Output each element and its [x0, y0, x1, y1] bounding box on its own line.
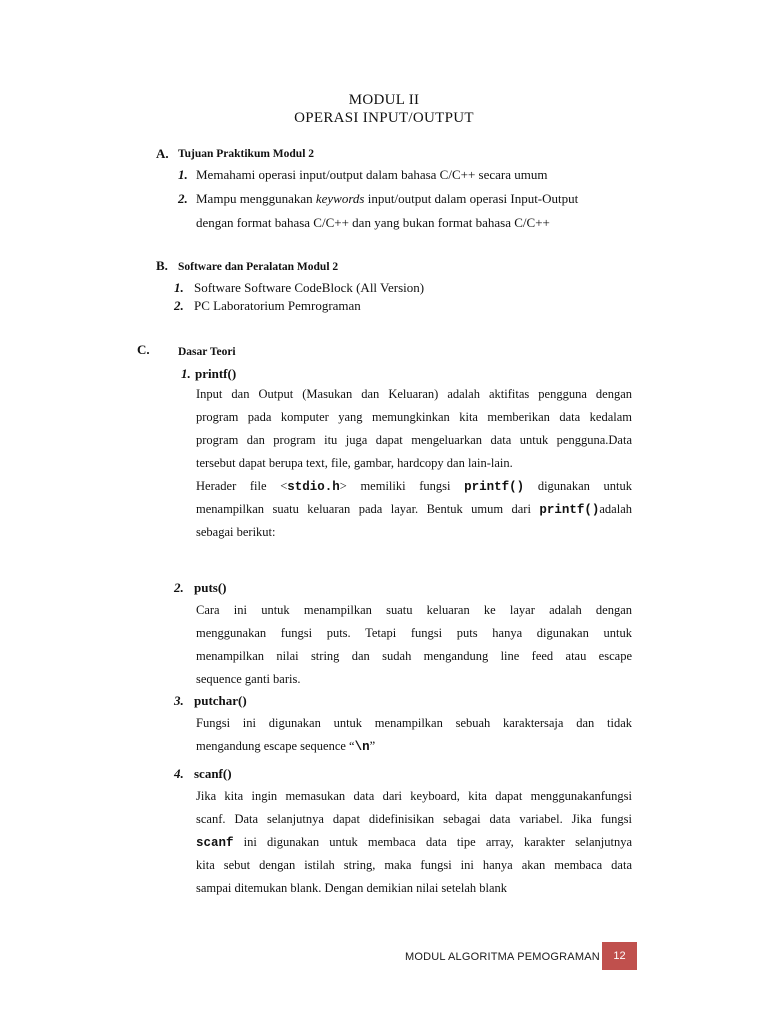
- putchar-paragraph: [196, 712, 632, 758]
- printf-line-2: program pada komputer yang memungkinkan kita memberikan data kedalam: [196, 410, 632, 424]
- section-a-item-2-continuation: dengan format bahasa C/C++ dan yang bukan format bahasa C/C++: [196, 215, 550, 230]
- puts-line-1: Cara ini untuk menampilkan suatu keluaran ke layar adalah dengan: [196, 603, 632, 617]
- section-b-title: Software dan Peralatan Modul 2: [178, 261, 339, 273]
- section-b-item-1-number: 1.: [174, 280, 184, 295]
- scanf-line-5: sampai ditemukan blank. Dengan demikian nilai setelah blank: [196, 881, 508, 895]
- scanf-line-1: Jika kita ingin memasukan data dari keyboard, kita dapat menggunakanfungsi: [196, 789, 632, 803]
- printf-code-2: printf(): [539, 503, 600, 517]
- scanf-paragraph: [196, 785, 632, 900]
- putchar-line-1: Fungsi ini digunakan untuk menampilkan sebuah karaktersaja dan tidak: [196, 716, 632, 730]
- section-a-item-1-text: Memahami operasi input/output dalam bahasa C/C++ secara umum: [196, 167, 548, 182]
- section-a-item-2-text: Mampu menggunakan keywords input/output dalam operasi Input-Output: [196, 191, 579, 206]
- section-b-item-2-text: PC Laboratorium Pemrograman: [194, 298, 361, 313]
- module-title: MODUL II: [348, 92, 420, 108]
- newline-escape-code: \n: [354, 740, 370, 754]
- printf-heading: printf(): [195, 366, 237, 381]
- printf-code: printf(): [464, 480, 525, 494]
- section-c-letter: C.: [137, 342, 150, 357]
- section-b-item-2-number: 2.: [174, 298, 184, 313]
- footer-module-name: MODUL ALGORITMA PEMOGRAMAN: [405, 951, 600, 963]
- scanf-number: 4.: [174, 766, 184, 781]
- putchar-line-2: mengandung escape sequence “\n”: [196, 739, 376, 754]
- section-c-title: Dasar Teori: [178, 346, 236, 358]
- puts-line-3: menampilkan nilai string dan sudah mengandung line feed atau escape: [196, 649, 632, 663]
- printf-line-5: Herader file <stdio.h> memiliki fungsi printf() digunakan untuk: [196, 479, 633, 494]
- printf-paragraph: [196, 383, 632, 544]
- section-a-title: Tujuan Praktikum Modul 2: [178, 148, 315, 160]
- scanf-heading: scanf(): [194, 766, 232, 781]
- puts-line-4: sequence ganti baris.: [196, 672, 301, 686]
- puts-heading: puts(): [194, 580, 227, 595]
- scanf-code: scanf: [196, 836, 234, 850]
- section-a-item-1-number: 1.: [178, 167, 188, 182]
- section-b-letter: B.: [156, 258, 168, 273]
- puts-line-2: menggunakan fungsi puts. Tetapi fungsi puts hanya digunakan untuk: [196, 626, 632, 640]
- printf-line-6: menampilkan suatu keluaran pada layar. Bentuk umum dari printf()adalah: [196, 502, 632, 517]
- printf-line-3: program dan program itu juga dapat mengeluarkan data untuk pengguna.Data: [196, 433, 632, 447]
- puts-number: 2.: [174, 580, 184, 595]
- module-subtitle: OPERASI INPUT/OUTPUT: [294, 110, 474, 126]
- section-b-item-1-text: Software Software CodeBlock (All Version): [194, 280, 425, 295]
- puts-paragraph: [196, 599, 632, 691]
- scanf-line-2: scanf. Data selanjutnya dapat didefinisikan sebagai data variabel. Jika fungsi: [196, 812, 632, 826]
- scanf-line-3: scanf ini digunakan untuk membaca data tipe array, karakter selanjutnya: [196, 835, 632, 850]
- section-a-item-2-number: 2.: [178, 191, 188, 206]
- page-number-badge: 12: [602, 942, 637, 970]
- printf-line-7: sebagai berikut:: [196, 525, 276, 539]
- putchar-heading: putchar(): [194, 693, 247, 708]
- printf-line-4: tersebut dapat berupa text, file, gambar, hardcopy dan lain-lain.: [196, 456, 513, 470]
- putchar-number: 3.: [174, 693, 184, 708]
- printf-number: 1.: [181, 366, 191, 381]
- scanf-line-4: kita sebut dengan istilah string, maka fungsi ini hanya akan membaca data: [196, 858, 632, 872]
- printf-line-1: Input dan Output (Masukan dan Keluaran) adalah aktifitas pengguna dengan: [196, 387, 632, 401]
- stdio-code: stdio.h: [287, 480, 340, 494]
- section-a-letter: A.: [156, 146, 169, 161]
